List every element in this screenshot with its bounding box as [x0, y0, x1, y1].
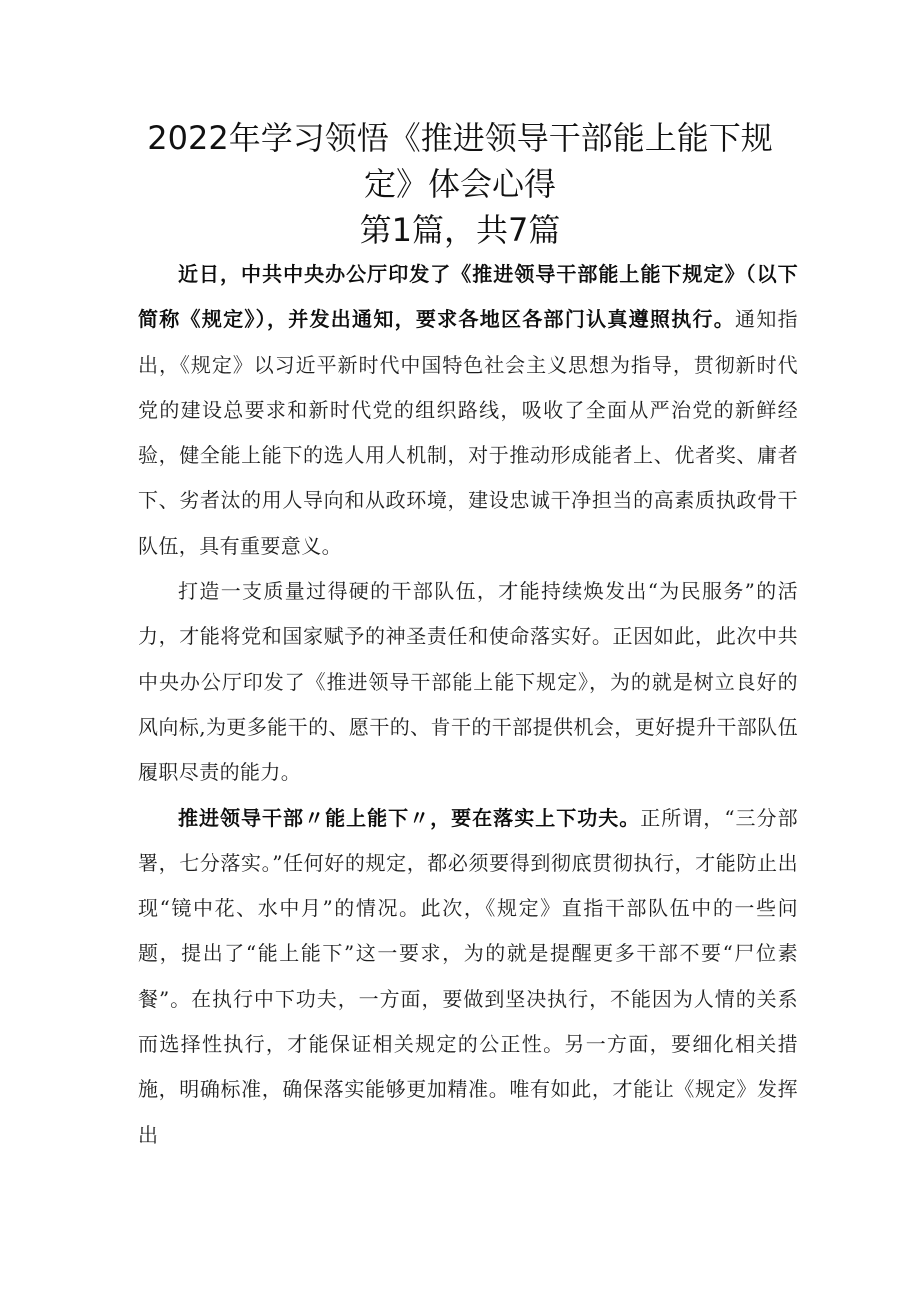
paragraph-2: [138, 569, 798, 795]
paragraph-3: [138, 796, 798, 1158]
document-body: [138, 252, 798, 1158]
document-part-indicator: 第1篇，共7篇: [359, 211, 561, 249]
paragraph-1: [138, 252, 798, 569]
document-title-line-1: 2022年学习领悟《推进领导干部能上能下规: [147, 119, 773, 157]
paragraph-3-text: 正所谓，“三分部署，七分落实。”任何好的规定，都必须要得到彻底贯彻执行，才能防止出现“镜中花、水中月”的情况。此次，《规定》直指干部队伍中的一些问题，提出了“能上能下”这一要求，为的就是提醒更多干部不要“尸位素餐”。在执行中下功夫，一方面，要做到坚决执行，不能因为人情的关系而选择性执行，才能保证相关规定的公正性。另一方面，要细化相关措施，明确标准，确保落实能够更加精准。唯有如此，才能让《规定》发挥出: [138, 805, 798, 1147]
paragraph-1-text: 通知指出，《规定》以习近平新时代中国特色社会主义思想为指导，贯彻新时代党的建设总要求和新时代党的组织路线，吸收了全面从严治党的新鲜经验，健全能上能下的选人用人机制，对于推动形成能者上、优者奖、庸者下、劣者汰的用人导向和从政环境，建设忠诚干净担当的高素质执政骨干队伍，具有重要意义。: [138, 307, 799, 558]
paragraph-2-text: 打造一支质量过得硬的干部队伍，才能持续焕发出“为民服务”的活力，才能将党和国家赋予的神圣责任和使命落实好。正因如此，此次中共中央办公厅印发了《推进领导干部能上能下规定》，为的就是树立良好的风向标,为更多能干的、愿干的、肯干的干部提供机会，更好提升干部队伍履职尽责的能力。: [138, 579, 798, 785]
paragraph-1-lead: 近日，中共中央办公厅印发了《推进领导干部能上能下规定》（以下简称《规定》），并发出通知，要求各地区各部门认真遵照执行。: [138, 262, 798, 332]
paragraph-3-lead: 推进领导干部〃能上能下〃，要在落实上下功夫。: [178, 805, 641, 830]
document-title-line-2: 定》体会心得: [363, 165, 556, 203]
